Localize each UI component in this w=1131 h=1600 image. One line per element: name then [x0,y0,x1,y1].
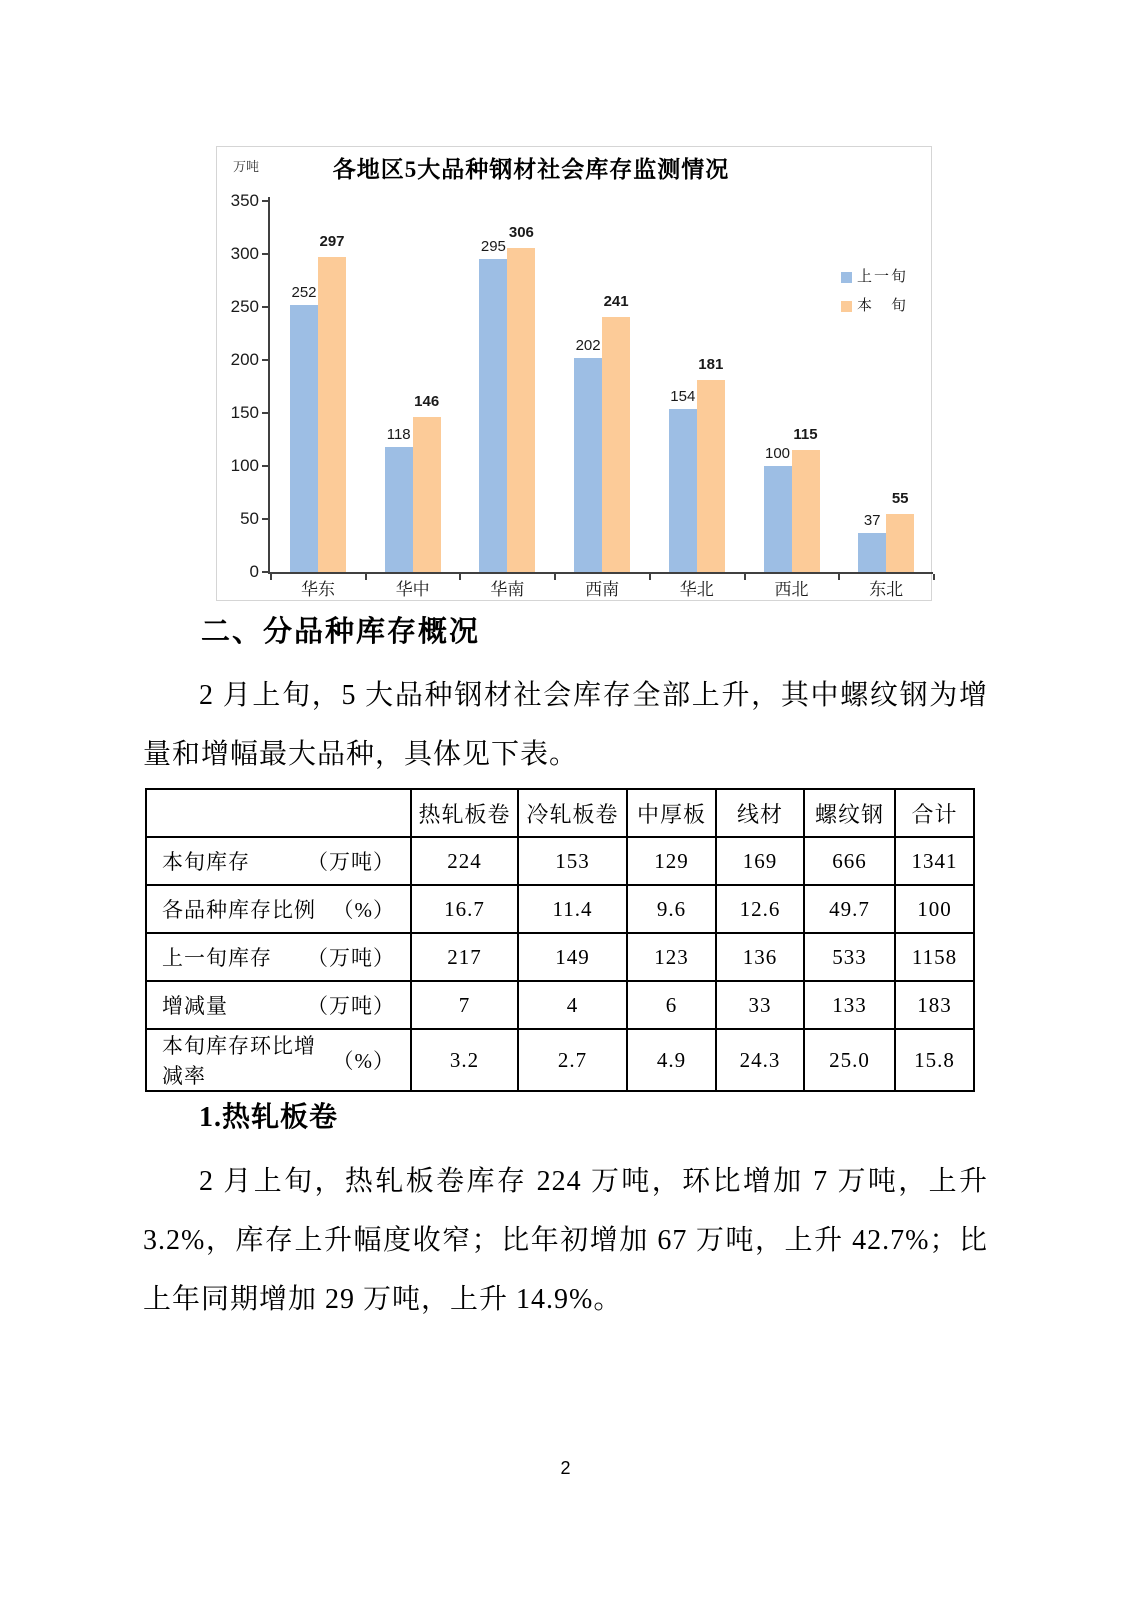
bar-value-label: 154 [670,388,696,405]
row-unit: （%） [332,1049,395,1073]
bar-value-label: 181 [698,356,724,373]
row-label: 本旬库存 [162,850,250,874]
table-row [146,1029,974,1091]
bar-上一旬-西北 [764,466,792,572]
y-tick-label: 300 [230,244,259,263]
cell-value: 4 [518,981,627,1029]
chart-title: 各地区5大品种钢材社会库存监测情况 [332,157,730,182]
bar-value-label: 146 [414,393,440,410]
cell-value: 33 [716,981,804,1029]
cell-value: 183 [895,981,974,1029]
x-tick-mark [459,574,461,580]
row-label-cell [146,981,411,1029]
legend-swatch [841,272,852,283]
cell-value: 9.6 [627,885,716,933]
cell-value: 6 [627,981,716,1029]
table-row [146,981,974,1029]
subsection-heading: 1.热轧板卷 [199,1102,339,1133]
bar-value-label: 241 [603,293,629,310]
bar-上一旬-华东 [290,305,318,572]
legend-label: 上一旬 [857,269,909,285]
page-number: 2 [560,1458,571,1478]
legend-label: 本 旬 [857,298,909,314]
bar-本 旬-东北 [886,514,914,572]
cell-value: 666 [804,837,895,885]
bar-本 旬-华南 [507,248,535,572]
cell-value: 136 [716,933,804,981]
category-label-华北: 华北 [679,580,714,599]
bar-value-label: 297 [319,233,345,250]
cell-value: 3.2 [411,1029,518,1091]
y-tick-label: 250 [230,297,259,316]
table-header-cell: 线材 [716,789,804,837]
x-tick-mark [554,574,556,580]
x-tick-mark [744,574,746,580]
cell-value: 1341 [895,837,974,885]
hot-rolled-paragraph: 2 月上旬，热轧板卷库存 224 万吨，环比增加 7 万吨，上升 3.2%，库存上升幅度收窄；比年初增加 67 万吨，上升 42.7%；比上年同期增加 29 万吨，上升 14.9%。 [143,1166,988,1315]
cell-value: 217 [411,933,518,981]
bar-上一旬-西南 [574,358,602,572]
row-unit: （%） [332,898,395,922]
y-axis-unit-label: 万吨 [233,159,260,174]
x-axis-line [268,572,933,574]
table-header-cell: 热轧板卷 [411,789,518,837]
bar-value-label: 295 [480,238,506,255]
cell-value: 11.4 [518,885,627,933]
bar-value-label: 202 [575,337,601,354]
bar-本 旬-华中 [413,417,441,572]
cell-value: 16.7 [411,885,518,933]
bar-value-label: 252 [291,284,317,301]
legend-item [841,296,927,316]
cell-value: 15.8 [895,1029,974,1091]
bar-value-label: 115 [793,426,818,443]
x-tick-mark [365,574,367,580]
bar-value-label: 306 [508,224,534,241]
x-tick-mark [838,574,840,580]
row-label-cell [146,1029,411,1091]
legend-item [841,267,927,287]
bar-value-label: 100 [764,445,791,462]
row-unit: （万吨） [307,946,395,970]
y-tick-label: 50 [240,509,259,528]
bar-上一旬-华北 [669,409,697,572]
y-axis-line [268,197,270,574]
bar-上一旬-东北 [858,533,886,572]
table-row [146,933,974,981]
cell-value: 149 [518,933,627,981]
cell-value: 123 [627,933,716,981]
region-inventory-bar-chart [216,146,932,601]
category-label-西北: 西北 [774,580,809,599]
section-heading: 二、分品种库存概况 [201,616,481,648]
bar-value-label: 55 [891,490,909,507]
bar-上一旬-华南 [479,259,507,572]
cell-value: 129 [627,837,716,885]
y-tick-label: 0 [249,562,259,581]
bar-本 旬-华东 [318,257,346,572]
cell-value: 49.7 [804,885,895,933]
cell-value: 25.0 [804,1029,895,1091]
cell-value: 533 [804,933,895,981]
cell-value: 4.9 [627,1029,716,1091]
row-label-cell [146,837,411,885]
table-header-cell: 中厚板 [627,789,716,837]
row-label: 上一旬库存 [162,946,272,970]
inventory-by-product-table [145,788,975,1092]
row-label: 本旬库存环比增减率 [162,1034,316,1088]
bar-上一旬-华中 [385,447,413,572]
category-label-东北: 东北 [869,580,904,599]
bar-value-label: 118 [386,426,411,443]
table-header [146,789,974,837]
table-row [146,885,974,933]
intro-paragraph: 2 月上旬，5 大品种钢材社会库存全部上升，其中螺纹钢为增量和增幅最大品种，具体见下表。 [143,680,988,770]
row-label-cell [146,885,411,933]
y-tick-label: 100 [230,456,259,475]
category-label-西南: 西南 [585,580,620,599]
cell-value: 100 [895,885,974,933]
category-label-华东: 华东 [301,580,335,599]
cell-value: 224 [411,837,518,885]
row-label: 增减量 [162,994,228,1018]
cell-value: 153 [518,837,627,885]
legend [841,267,927,329]
bar-value-label: 37 [863,512,881,529]
cell-value: 1158 [895,933,974,981]
row-label: 各品种库存比例 [162,898,316,922]
cell-value: 169 [716,837,804,885]
y-tick-label: 150 [230,403,259,422]
cell-value: 2.7 [518,1029,627,1091]
table-header-cell [146,789,411,837]
cell-value: 7 [411,981,518,1029]
row-label-cell [146,933,411,981]
table-header-cell: 冷轧板卷 [518,789,627,837]
category-label-华南: 华南 [490,580,525,599]
bar-本 旬-华北 [697,380,725,572]
category-label-华中: 华中 [395,580,430,599]
bar-本 旬-西南 [602,317,630,572]
cell-value: 24.3 [716,1029,804,1091]
legend-swatch [841,301,852,312]
table-header-cell: 螺纹钢 [804,789,895,837]
y-tick-label: 350 [230,191,259,210]
x-tick-mark [933,574,935,580]
row-unit: （万吨） [307,994,395,1018]
table-header-cell: 合计 [895,789,974,837]
table-header-row [146,789,974,837]
x-tick-mark [270,574,272,580]
cell-value: 133 [804,981,895,1029]
row-unit: （万吨） [307,850,395,874]
cell-value: 12.6 [716,885,804,933]
y-tick-label: 200 [230,350,259,369]
table-row [146,837,974,885]
bar-本 旬-西北 [792,450,820,572]
x-tick-mark [649,574,651,580]
table-body [146,837,974,1091]
